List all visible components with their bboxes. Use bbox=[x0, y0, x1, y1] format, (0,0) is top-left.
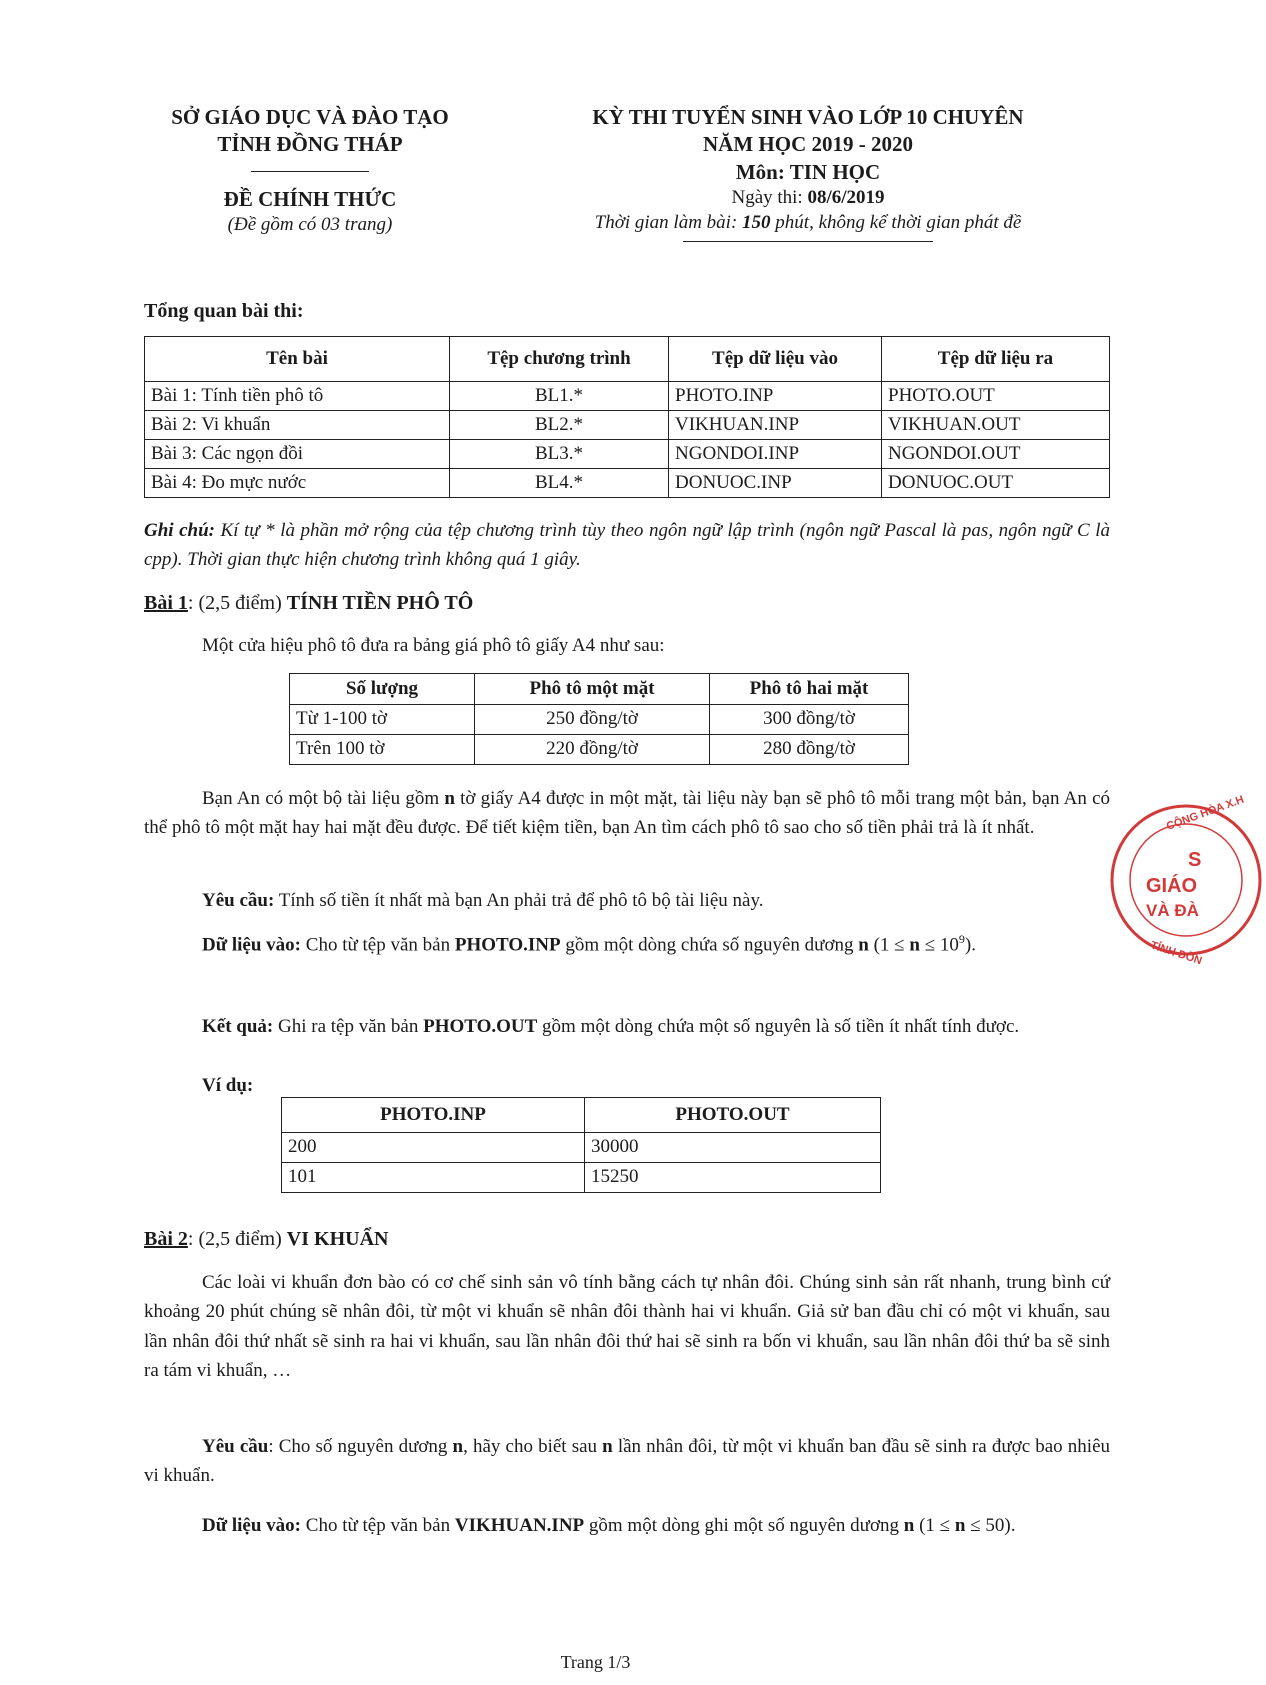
note-paragraph bbox=[144, 517, 1110, 574]
var-n: n bbox=[858, 934, 869, 956]
text-run: Bạn An có một bộ tài liệu gồm bbox=[202, 788, 445, 809]
school-year: NĂM HỌC 2019 - 2020 bbox=[703, 132, 913, 157]
page-count-note: (Đề gồm có 03 trang) bbox=[227, 213, 393, 235]
price-header-row bbox=[290, 674, 909, 705]
table-cell: Từ 1-100 tờ bbox=[290, 705, 475, 735]
table-cell: 300 đồng/tờ bbox=[710, 705, 909, 735]
price-table bbox=[289, 673, 909, 765]
table-cell: 15250 bbox=[585, 1163, 881, 1193]
official-seal-icon bbox=[1106, 793, 1266, 968]
table-cell: Bài 3: Các ngọn đồi bbox=[145, 440, 450, 469]
department-name: SỞ GIÁO DỤC VÀ ĐÀO TẠO bbox=[171, 105, 449, 129]
problem1-points: : (2,5 điểm) bbox=[187, 592, 287, 614]
table-cell: DONUOC.OUT bbox=[882, 469, 1110, 498]
problem1-intro: Một cửa hiệu phô tô đưa ra bảng giá phô tô giấy A4 như sau: bbox=[202, 635, 665, 656]
header-divider bbox=[251, 171, 369, 172]
duration-line bbox=[498, 211, 1118, 236]
table-cell: 200 bbox=[282, 1133, 585, 1163]
text-run: gồm một dòng ghi một số nguyên dương bbox=[584, 1515, 904, 1536]
table-cell: Trên 100 tờ bbox=[290, 735, 475, 765]
table-row bbox=[145, 411, 1110, 440]
exponent: 9 bbox=[958, 932, 965, 946]
subject-value: TIN HỌC bbox=[789, 159, 881, 184]
input-filename: VIKHUAN.INP bbox=[454, 1515, 585, 1536]
table-cell: PHOTO.INP bbox=[669, 382, 882, 411]
text-run: : Cho số nguyên dương bbox=[268, 1436, 453, 1457]
output-label: Kết quả: bbox=[202, 1016, 274, 1037]
input-filename: PHOTO.INP bbox=[454, 934, 561, 956]
text-run: , hãy cho biết sau bbox=[463, 1436, 603, 1457]
table-row bbox=[145, 440, 1110, 469]
table-cell: NGONDOI.OUT bbox=[882, 440, 1110, 469]
exam-date-value: 08/6/2019 bbox=[807, 186, 885, 208]
table-cell: 30000 bbox=[585, 1133, 881, 1163]
problem2-points: : (2,5 điểm) bbox=[187, 1228, 287, 1250]
seal-line2: GIÁO bbox=[1146, 875, 1198, 897]
table-cell: 101 bbox=[282, 1163, 585, 1193]
table-cell: BL4.* bbox=[450, 469, 669, 498]
example-col-output: PHOTO.OUT bbox=[585, 1098, 881, 1133]
text-run: (1 ≤ bbox=[868, 934, 910, 956]
table-cell: BL3.* bbox=[450, 440, 669, 469]
exam-date-label: Ngày thi: bbox=[731, 186, 808, 208]
problem2-description: Các loài vi khuẩn đơn bào có cơ chế sinh sản vô tính bằng cách tự nhân đôi. Chúng sinh sản rất nhanh, trung bình cứ khoảng 20 phút chúng sẽ nhân đôi, từ một vi khuẩn sẽ nhân đôi thành hai vi khuẩn. Giả sử ban đầu chỉ có một vi khuẩn, sau lần nhân đôi thứ nhất sẽ sinh ra hai vi khuẩn, sau lần nhân đôi thứ hai sẽ sinh ra bốn vi khuẩn, sau lần nhân đôi thứ ba sẽ sinh ra tám vi khuẩn, … bbox=[144, 1272, 1110, 1382]
table-row bbox=[290, 735, 909, 765]
table-cell: NGONDOI.INP bbox=[669, 440, 882, 469]
table-row bbox=[145, 469, 1110, 498]
var-n: n bbox=[909, 934, 920, 956]
text-run: Tính số tiền ít nhất mà bạn An phải trả để phô tô bộ tài liệu này. bbox=[274, 890, 764, 911]
table-cell: 250 đồng/tờ bbox=[475, 705, 710, 735]
note-label: Ghi chú: bbox=[144, 520, 215, 541]
duration-minutes: 150 bbox=[742, 211, 771, 233]
seal-bottom-text: TỈNH ĐỒN bbox=[1149, 939, 1204, 968]
problem2-input bbox=[144, 1511, 1110, 1540]
table-row bbox=[282, 1163, 881, 1193]
text-run: gồm một dòng chứa số nguyên dương bbox=[560, 934, 859, 956]
seal-line3: VÀ ĐÀ bbox=[1146, 901, 1199, 920]
subject-line bbox=[498, 159, 1118, 186]
table-cell: VIKHUAN.OUT bbox=[882, 411, 1110, 440]
table-cell: PHOTO.OUT bbox=[882, 382, 1110, 411]
seal-line1: S bbox=[1188, 849, 1202, 871]
text-run: tờ giấy A4 được in một mặt, tài liệu này bạn sẽ phô tô mỗi trang một bản, bạn An có thể phô tô một mặt hay hai mặt đều được. Để tiết kiệm tiền, bạn An tìm cách phô tô sao cho số tiền phải trả là ít nhất. bbox=[144, 788, 1110, 839]
table-cell: DONUOC.INP bbox=[669, 469, 882, 498]
problem2-title: VI KHUẨN bbox=[286, 1228, 389, 1250]
overview-table bbox=[144, 336, 1110, 498]
header-left bbox=[120, 104, 500, 238]
duration-prefix: Thời gian làm bài: bbox=[594, 211, 743, 233]
table-cell: Bài 2: Vi khuẩn bbox=[145, 411, 450, 440]
var-n: n bbox=[444, 788, 455, 809]
requirement-label: Yêu cầu: bbox=[202, 890, 275, 911]
overview-title: Tổng quan bài thi: bbox=[144, 300, 304, 322]
table-row bbox=[145, 382, 1110, 411]
table-row bbox=[282, 1133, 881, 1163]
table-cell: BL2.* bbox=[450, 411, 669, 440]
overview-col-program: Tệp chương trình bbox=[450, 337, 669, 382]
official-label: ĐỀ CHÍNH THỨC bbox=[223, 186, 397, 211]
overview-col-input: Tệp dữ liệu vào bbox=[669, 337, 882, 382]
table-cell: BL1.* bbox=[450, 382, 669, 411]
table-row bbox=[290, 705, 909, 735]
exam-date-line bbox=[498, 186, 1118, 211]
table-cell: Bài 4: Đo mực nước bbox=[145, 469, 450, 498]
text-run: ). bbox=[964, 934, 976, 956]
example-col-input: PHOTO.INP bbox=[282, 1098, 585, 1133]
problem2-requirement bbox=[144, 1432, 1110, 1491]
overview-header-row bbox=[145, 337, 1110, 382]
problem1-input bbox=[144, 930, 1110, 960]
input-label: Dữ liệu vào: bbox=[202, 1515, 302, 1536]
text-run: Cho từ tệp văn bản bbox=[301, 1515, 455, 1536]
province-name: TỈNH ĐỒNG THÁP bbox=[217, 132, 403, 157]
table-cell: VIKHUAN.INP bbox=[669, 411, 882, 440]
problem1-label: Bài 1 bbox=[144, 592, 188, 614]
price-col-quantity: Số lượng bbox=[290, 674, 475, 705]
example-header-row bbox=[282, 1098, 881, 1133]
overview-col-output: Tệp dữ liệu ra bbox=[882, 337, 1110, 382]
text-run: Cho từ tệp văn bản bbox=[301, 934, 455, 956]
var-n: n bbox=[452, 1436, 464, 1457]
problem2-heading bbox=[144, 1226, 388, 1252]
table-cell: 280 đồng/tờ bbox=[710, 735, 909, 765]
problem1-output bbox=[144, 1012, 1110, 1041]
note-text: Kí tự * là phần mở rộng của tệp chương trình tùy theo ngôn ngữ lập trình (ngôn ngữ Pascal là pas, ngôn ngữ C là cpp). Thời gian thực hiện chương trình không quá 1 giây. bbox=[144, 520, 1110, 570]
header-right-divider bbox=[683, 241, 933, 242]
input-label: Dữ liệu vào: bbox=[202, 934, 302, 956]
problem1-requirement bbox=[144, 886, 1110, 915]
example-label: Ví dụ: bbox=[202, 1075, 254, 1096]
price-col-double: Phô tô hai mặt bbox=[710, 674, 909, 705]
problem1-heading bbox=[144, 590, 473, 616]
text-run: gồm một dòng chứa một số nguyên là số tiền ít nhất tính được. bbox=[537, 1016, 1020, 1037]
problem2-label: Bài 2 bbox=[144, 1228, 188, 1250]
exam-title: KỲ THI TUYỂN SINH VÀO LỚP 10 CHUYÊN bbox=[592, 105, 1024, 129]
output-filename: PHOTO.OUT bbox=[423, 1016, 538, 1037]
page-number: Trang 1/3 bbox=[560, 1652, 631, 1672]
text-run: ≤ 50). bbox=[965, 1515, 1016, 1536]
var-n: n bbox=[954, 1515, 966, 1536]
duration-suffix: phút, không kể thời gian phát đề bbox=[770, 211, 1022, 233]
table-cell: 220 đồng/tờ bbox=[475, 735, 710, 765]
subject-label: Môn: bbox=[735, 159, 790, 184]
overview-col-name: Tên bài bbox=[145, 337, 450, 382]
problem1-description bbox=[144, 784, 1110, 843]
price-col-single: Phô tô một mặt bbox=[475, 674, 710, 705]
text-run: ≤ 10 bbox=[919, 934, 959, 956]
table-cell: Bài 1: Tính tiền phô tô bbox=[145, 382, 450, 411]
var-n: n bbox=[903, 1515, 915, 1536]
problem1-title: TÍNH TIỀN PHÔ TÔ bbox=[286, 592, 474, 614]
var-n: n bbox=[602, 1436, 613, 1457]
text-run: lần nhân đôi, từ một vi khuẩn ban đầu sẽ sinh ra được bao nhiêu vi khuẩn. bbox=[144, 1436, 1111, 1487]
seal-ring-text: CỘNG HÒA X.H bbox=[1164, 793, 1246, 833]
text-run: (1 ≤ bbox=[914, 1515, 955, 1536]
requirement-label: Yêu cầu bbox=[202, 1436, 269, 1457]
example-table bbox=[281, 1097, 881, 1193]
header-right bbox=[498, 104, 1118, 242]
text-run: Ghi ra tệp văn bản bbox=[273, 1016, 424, 1037]
